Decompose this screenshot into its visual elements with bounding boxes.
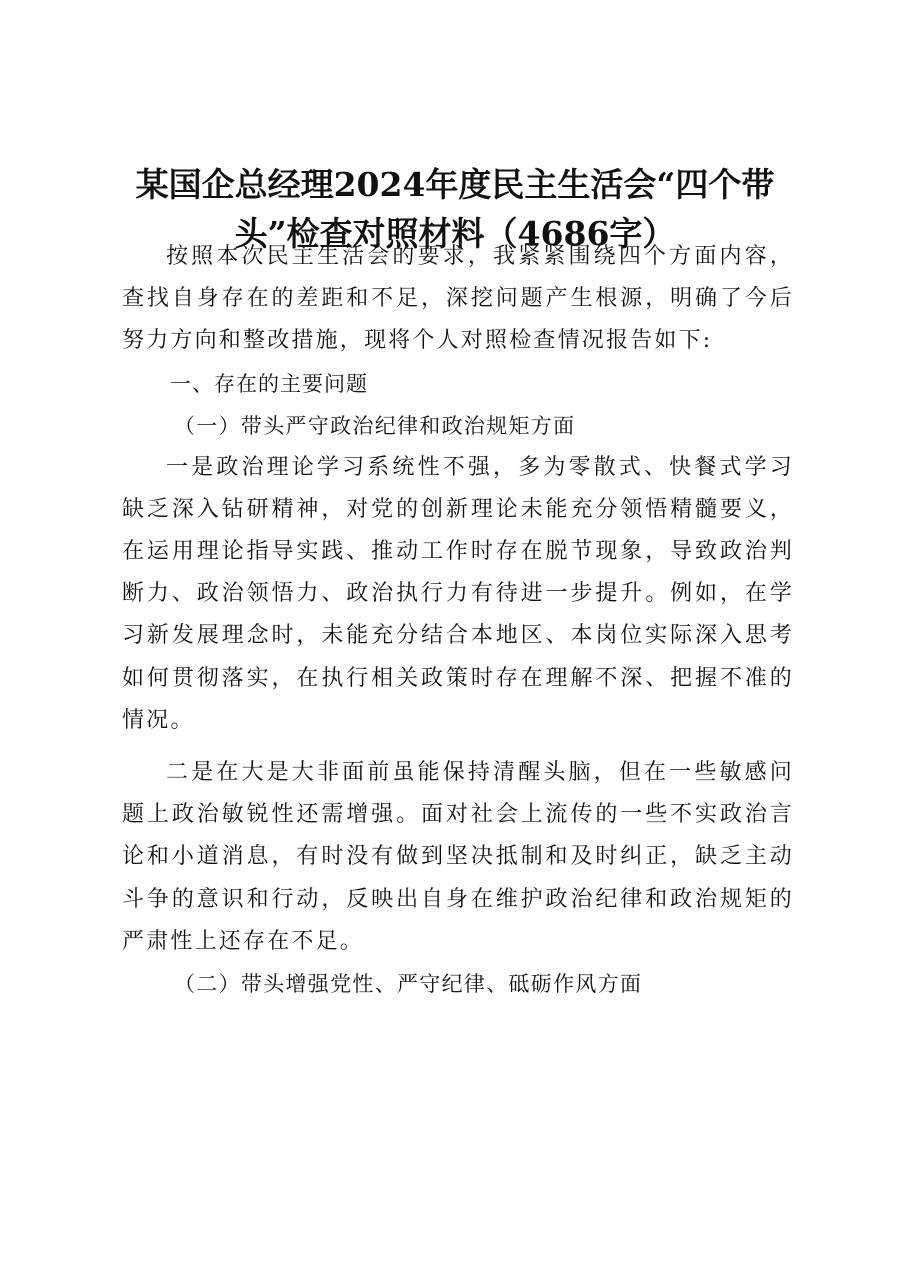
document-body bbox=[122, 236, 794, 1005]
intro-paragraph: 按照本次民主生活会的要求，我紧紧围绕四个方面内容，查找自身存在的差距和不足，深挖问题产生根源，明确了今后努力方向和整改措施，现将个人对照检查情况报告如下: bbox=[122, 244, 794, 354]
paragraph-theory-study: 一是政治理论学习系统性不强，多为零散式、快餐式学习缺乏深入钻研精神，对党的创新理论未能充分领悟精髓要义，在运用理论指导实践、推动工作时存在脱节现象，导致政治判断力、政治领悟力、政治执行力有待进一步提升。例如，在学习新发展理念时，未能充分结合本地区、本岗位实际深入思考如何贯彻落实，在执行相关政策时存在理解不深、把握不准的情况。 bbox=[122, 454, 794, 733]
subsection-heading-party-spirit: （二）带头增强党性、严守纪律、砥砺作风方面 bbox=[174, 972, 643, 997]
section-heading-main-problems: 一、存在的主要问题 bbox=[170, 371, 368, 396]
paragraph-political-sensitivity: 二是在大是大非面前虽能保持清醒头脑，但在一些敏感问题上政治敏锐性还需增强。面对社会上流传的一些不实政治言论和小道消息，有时没有做到坚决抵制和及时纠正，缺乏主动斗争的意识和行动，反映出自身在维护政治纪律和政治规矩的严肃性上还存在不足。 bbox=[122, 760, 794, 954]
paragraph-gap bbox=[122, 742, 794, 752]
subsection-heading-political-discipline: （一）带头严守政治纪律和政治规矩方面 bbox=[174, 413, 576, 438]
title-line-2: 头”检查对照材料（4686字） bbox=[234, 214, 676, 253]
title-line-1: 某国企总经理2024年度民主生活会“四个带 bbox=[135, 165, 775, 204]
